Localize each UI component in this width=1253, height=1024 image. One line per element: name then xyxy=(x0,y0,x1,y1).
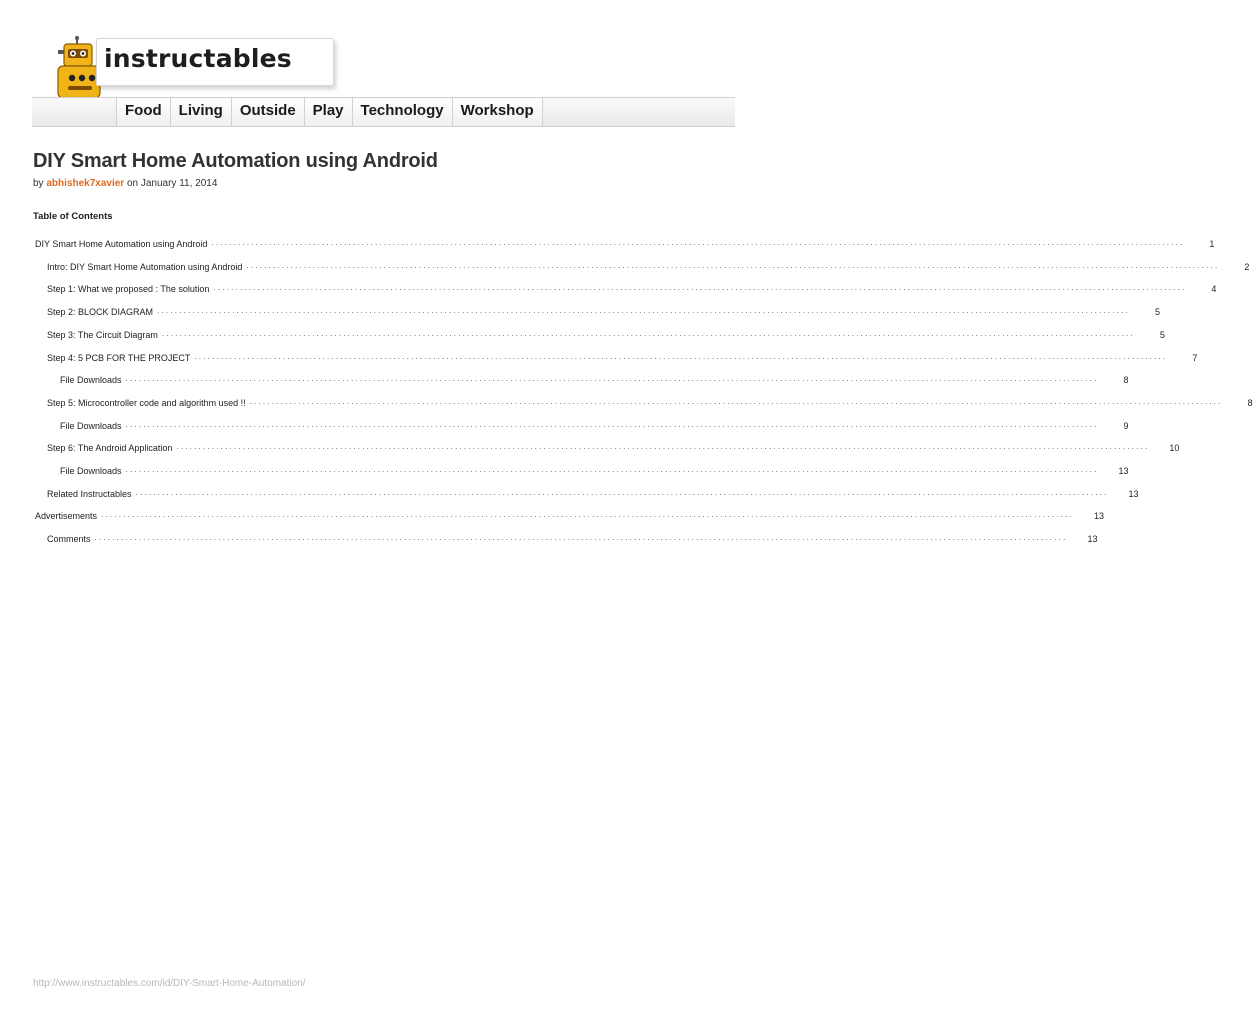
toc-entry-page: 7 xyxy=(1192,352,1198,363)
toc-entry-page: 13 xyxy=(1128,488,1139,499)
logo-text: instructables xyxy=(104,44,292,73)
toc-leader-dots: ............................................................................................................................................................................................................................ xyxy=(194,351,1168,361)
toc-entry[interactable] xyxy=(47,256,1250,272)
toc-entry-page: 13 xyxy=(1118,466,1129,476)
toc-entry-label: Related Instructables xyxy=(47,489,136,499)
toc-entry-label: Step 3: The Circuit Diagram xyxy=(47,330,162,340)
toc-entry-page: 1 xyxy=(1209,239,1215,249)
nav-item-play[interactable]: Play xyxy=(304,98,352,126)
toc-entry-page: 5 xyxy=(1155,307,1161,318)
toc-entry-label: DIY Smart Home Automation using Android xyxy=(35,239,211,249)
toc-leader-dots: ............................................................................................................................................................................................................................ xyxy=(125,374,1099,384)
toc-entry[interactable] xyxy=(35,505,1105,522)
toc-entry-page: 8 xyxy=(1123,375,1129,386)
toc-entry-page: 10 xyxy=(1169,443,1180,454)
toc-entry[interactable] xyxy=(47,483,1139,499)
nav-item-technology[interactable]: Technology xyxy=(352,98,452,126)
toc-leader-dots: ............................................................................................................................................................................................................................ xyxy=(125,419,1099,429)
toc-entry-page: 4 xyxy=(1211,284,1217,295)
toc-entry[interactable] xyxy=(47,528,1098,545)
toc-leader-dots: ............................................................................................................................................................................................................................ xyxy=(94,533,1068,543)
toc-leader-dots: ............................................................................................................................................................................................................................ xyxy=(157,306,1131,316)
toc-entry-label: Advertisements xyxy=(35,511,101,521)
nav-item-outside[interactable]: Outside xyxy=(231,98,304,126)
toc-entry-label: Step 1: What we proposed : The solution xyxy=(47,284,213,294)
toc-entry-label: File Downloads xyxy=(60,466,126,476)
toc-entry[interactable] xyxy=(47,392,1253,408)
toc-entry[interactable] xyxy=(47,278,1217,295)
toc-entry-page: 13 xyxy=(1087,534,1098,545)
toc-leader-dots: ............................................................................................................................................................................................................................ xyxy=(135,487,1109,497)
toc-entry-page: 8 xyxy=(1247,397,1253,408)
byline-date: on January 11, 2014 xyxy=(126,178,218,189)
toc-entry-page: 5 xyxy=(1159,329,1165,340)
toc-entry[interactable] xyxy=(47,437,1180,454)
toc-entry[interactable] xyxy=(47,301,1161,318)
toc-leader-dots: ............................................................................................................................................................................................................................ xyxy=(161,328,1135,338)
toc-heading: Table of Contents xyxy=(33,211,113,222)
nav-item-workshop[interactable]: Workshop xyxy=(452,98,543,126)
toc-entry-label: Step 4: 5 PCB FOR THE PROJECT xyxy=(47,353,194,363)
toc-entry-label: Step 2: BLOCK DIAGRAM xyxy=(47,307,157,317)
toc-entry-page: 9 xyxy=(1123,420,1129,431)
toc-entry[interactable] xyxy=(35,233,1215,249)
toc-entry[interactable] xyxy=(60,369,1129,386)
toc-leader-dots: ............................................................................................................................................................................................................................ xyxy=(213,283,1187,293)
toc-entry-page: 13 xyxy=(1094,511,1105,522)
toc-entry-label: File Downloads xyxy=(60,421,126,431)
toc-entry-label: File Downloads xyxy=(60,375,126,385)
footer-url[interactable]: http://www.instructables.com/id/DIY-Smart-Home-Automation/ xyxy=(33,978,306,989)
toc-entry[interactable] xyxy=(60,460,1129,476)
page-title: DIY Smart Home Automation using Android xyxy=(33,150,438,172)
category-nav xyxy=(32,97,735,127)
toc-entry-label: Intro: DIY Smart Home Automation using Android xyxy=(47,262,246,272)
toc-entry-label: Step 5: Microcontroller code and algorithm used !! xyxy=(47,398,250,408)
author-link[interactable]: abhishek7xavier xyxy=(46,178,125,189)
byline xyxy=(33,178,217,189)
toc-entry[interactable] xyxy=(60,415,1129,431)
toc-entry[interactable] xyxy=(47,347,1198,363)
byline-prefix: by xyxy=(33,178,44,189)
toc-leader-dots: ............................................................................................................................................................................................................................ xyxy=(125,465,1099,474)
toc-leader-dots: ............................................................................................................................................................................................................................ xyxy=(246,260,1220,270)
toc-entry-label: Comments xyxy=(47,534,95,544)
nav-item-living[interactable]: Living xyxy=(170,98,231,126)
toc-entry-label: Step 6: The Android Application xyxy=(47,443,176,453)
nav-item-food[interactable]: Food xyxy=(116,98,170,126)
toc-leader-dots: ............................................................................................................................................................................................................................ xyxy=(176,442,1150,452)
toc-leader-dots: ............................................................................................................................................................................................................................ xyxy=(101,510,1075,520)
toc-entry-page: 2 xyxy=(1244,261,1250,272)
toc-entry[interactable] xyxy=(47,324,1165,340)
toc-leader-dots: ............................................................................................................................................................................................................................ xyxy=(249,396,1223,406)
toc-leader-dots: ............................................................................................................................................................................................................................ xyxy=(211,238,1185,247)
